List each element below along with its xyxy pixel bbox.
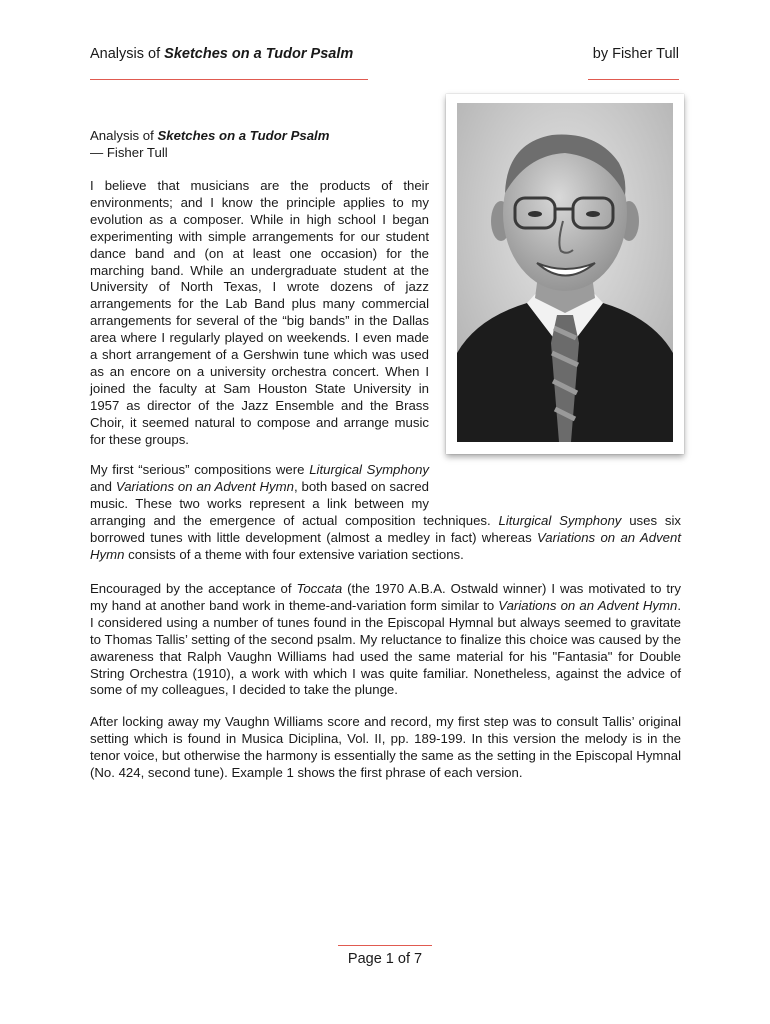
paragraph-1: I believe that musicians are the products of their environments; and I know the principle applies to my evolution as a composer. While in high school I began experimenting with simple arrangements for our student dance band and (on at least one occasion) for the marching band. While an undergraduate student at the University of North Texas, I wrote dozens of jazz arrangements for the Lab Band plus many commercial arrangements for several of the “big bands” in the Dallas area where I regularly played on weekends. I even made a short arrangement of a Gershwin tune which was used as an encore on a university orchestra concert. When I joined the faculty at Sam Houston State University in 1957 as director of the Jazz Ensemble and the Brass Choir, it seemed natural to compose and arrange music for these groups.: [90, 178, 429, 447]
portrait-image: [457, 103, 673, 442]
header-rule-left: [90, 79, 368, 80]
p3-text-a: Encouraged by the acceptance of: [90, 581, 297, 596]
page-number: Page 1 of 7: [347, 951, 423, 967]
paragraph-2: [90, 462, 681, 563]
paragraph-3: [90, 581, 681, 699]
portrait-photo: [457, 103, 673, 442]
p3-work-advent: Variations on an Advent Hymn: [498, 597, 678, 613]
p2-text-a: My first “serious” compositions were: [90, 462, 310, 477]
p2-text-g: uses six borrowed tunes with little development (almost a medley in fact) whereas: [90, 512, 681, 545]
p2-work-liturgical-2: Liturgical Symphony: [498, 512, 622, 528]
p3-text-e: . I considered using a number of tunes found in the Episcopal Hymnal but always seemed to gravitate to Thomas Tallis’ setting of the second psalm. My reluctance to finalize this choice was caused by the awareness that Ralph Vaughn Williams had used the same material for his "Fantasia" for Double String Orchestra (1910), a work with which I was quite familiar. Nonetheless, against the advice of some of my colleagues, I decided to take the plunge.: [90, 597, 681, 698]
running-header-title: [90, 46, 353, 62]
article-title-prefix: Analysis of: [90, 128, 158, 143]
p2-text-c: and: [90, 478, 116, 494]
p2-text-e: , both based on sacred music. These two works represent a link between my arranging and the emergence of actual composition techniques.: [90, 478, 499, 528]
article-byline: — Fisher Tull: [90, 145, 168, 160]
article-title: [90, 127, 329, 161]
p3-text-c: (the 1970 A.B.A. Ostwald winner) I was motivated to try my hand at another band work in theme-and-variation form similar to: [90, 581, 681, 613]
p2-work-advent-2: Variations on an Advent Hymn: [90, 529, 681, 562]
article-work-title: Sketches on a Tudor Psalm: [157, 128, 330, 143]
portrait-photo-frame: [446, 94, 684, 454]
p2-text-i: consists of a theme with four extensive variation sections.: [124, 546, 464, 562]
p2-work-advent: Variations on an Advent Hymn: [115, 478, 294, 494]
p3-work-toccata: Toccata: [296, 581, 343, 596]
header-title-prefix: Analysis of: [90, 46, 165, 62]
header-rule-right: [588, 79, 679, 80]
photo-wrap-spacer: [429, 462, 681, 496]
footer-rule: [338, 945, 432, 946]
running-header-author: by Fisher Tull: [592, 46, 679, 62]
p2-work-liturgical: Liturgical Symphony: [309, 462, 429, 477]
paragraph-4: After locking away my Vaughn Williams score and record, my first step was to consult Tallis’ original setting which is found in Musica Diciplina, Vol. II, pp. 189-199. In this version the melody is in the tenor voice, but otherwise the harmony is essentially the same as the setting in the Episcopal Hymnal (No. 424, second tune). Example 1 shows the first phrase of each version.: [90, 714, 681, 780]
header-work-title: Sketches on a Tudor Psalm: [164, 46, 354, 62]
